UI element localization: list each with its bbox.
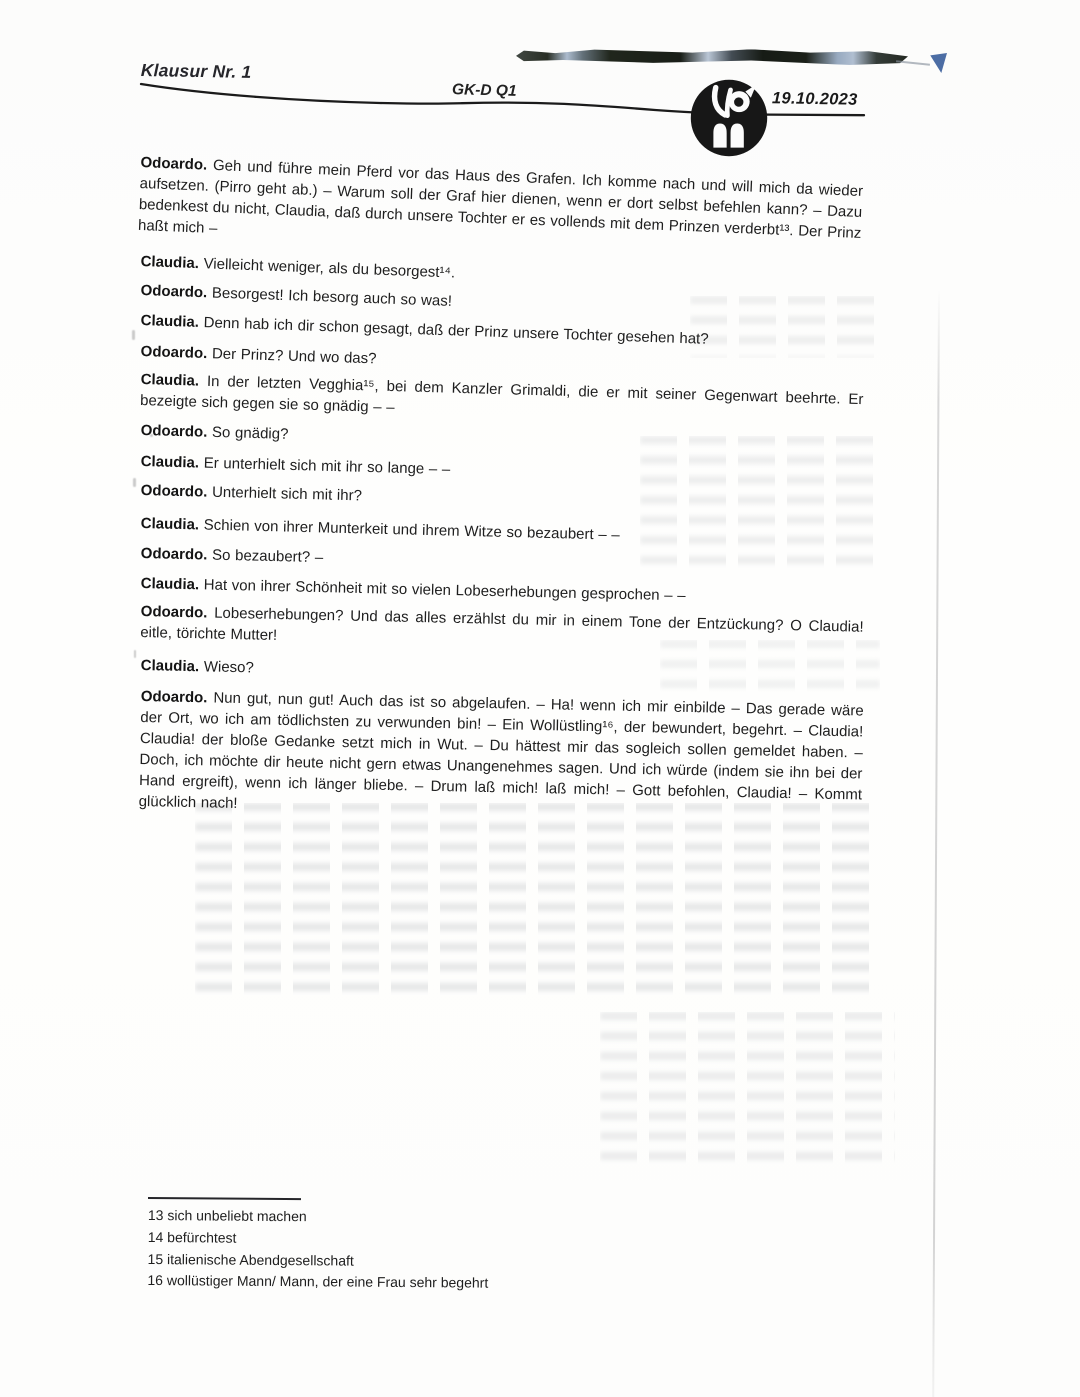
speech-text: Geh und führe mein Pferd vor das Haus des Grafen. Ich komme nach und will mich da wieder aufsetzen. (Pirro geht ab.) – Warum soll der Graf hier dienen, wenn er dort selbst befehlen kann? – Dazu bedenkest du nicht, Claudia, daß durch unsere Tochter er es vollends mit dem Prinzen verderbt¹³. Der Prinz haßt mich – — [137, 156, 864, 242]
speaker-name: Odoardo. — [140, 481, 208, 501]
speaker-name: Claudia. — [140, 370, 200, 390]
speech-text: Denn hab ich dir schon gesagt, daß der Prinz unsere Tochter gesehen hat? — [203, 314, 709, 348]
speaker-name: Claudia. — [140, 514, 200, 534]
speaker-name: Claudia. — [140, 452, 200, 472]
dialogue-line — [138, 686, 863, 826]
exam-title: Klausur Nr. 1 — [140, 60, 252, 82]
scan-speck — [134, 650, 136, 658]
footnote-line: 13 sich unbeliebt machen — [147, 1206, 307, 1225]
speech-text: So bezaubert? – — [211, 546, 324, 567]
dialogue-line — [140, 601, 864, 659]
page-corner-mark — [928, 53, 947, 73]
speaker-name: Odoardo. — [140, 602, 208, 622]
speech-text: Er unterhielt sich mit ihr so lange – – — [203, 454, 451, 479]
footnotes-block — [147, 1205, 708, 1297]
speech-text: Schien von ihrer Munterkeit und ihrem Witze so bezaubert – – — [203, 516, 620, 544]
page-edge-shadow — [932, 290, 940, 1397]
footnote-divider — [148, 1197, 301, 1200]
course-code: GK-D Q1 — [451, 81, 517, 100]
scan-edge-artifact — [516, 48, 908, 66]
scan-speck — [132, 330, 135, 340]
speech-text: Unterhielt sich mit ihr? — [211, 483, 363, 505]
speech-text: Vielleicht weniger, als du besorgest¹⁴. — [203, 255, 456, 282]
speaker-name: Odoardo. — [140, 153, 208, 174]
footnote-line: 14 befürchtest — [147, 1228, 237, 1246]
speech-text: Nun gut, nun gut! Auch das ist so abgelaufen. – Ha! wenn ich mir einbilde – Das gerade wäre der Ort, wo ich am tödlichsten zu verwunden bin! – Ein Wollüstling¹⁶, der bewundert, begehrt. – Claudia! Claudia! der bloße Gedanke setzt mich in Wut. – Du hättest mir das sogleich sollen gemeldet haben. – Doch, ich möchte dir heute nicht gern etwas Unangenehmes sagen. Und ich würde (indem sie ihn bei der Hand ergreift), wenn ich länger bliebe. – Drum laß mich! laß mich! – Gott befohlen, Claudia! – Kommt glücklich nach! — [138, 689, 864, 812]
speaker-name: Claudia. — [140, 311, 200, 331]
speaker-name: Claudia. — [140, 252, 200, 273]
speech-text: Lobeserhebungen? Und das alles erzählst du mir in einem Tone der Entzückung? O Claudia! eitle, törichte Mutter! — [140, 604, 864, 644]
speaker-name: Odoardo. — [140, 281, 208, 302]
speaker-name: Odoardo. — [140, 687, 208, 707]
exam-date: 19.10.2023 — [771, 89, 858, 109]
speech-text: In der letzten Vegghia¹⁵, bei dem Kanzler Grimaldi, die er mit seiner Gegenwart beehrte. Er bezeigte sich gegen sie so gnädig – – — [139, 372, 864, 417]
speaker-name: Claudia. — [140, 574, 200, 594]
speaker-name: Odoardo. — [140, 342, 208, 363]
speech-text: Wieso? — [203, 658, 254, 677]
bleed-through-text — [600, 1012, 895, 1172]
footnote-line: 16 wollüstiger Mann/ Mann, der eine Frau sehr begehrt — [147, 1272, 489, 1292]
scan-speck — [133, 478, 136, 487]
speaker-name: Odoardo. — [140, 421, 208, 441]
speech-text: So gnädig? — [211, 423, 289, 443]
school-logo-icon — [690, 79, 768, 157]
dialogue-line — [138, 152, 864, 265]
speech-text: Der Prinz? Und wo das? — [211, 345, 377, 368]
speaker-name: Odoardo. — [140, 544, 208, 564]
speech-text: Besorgest! Ich besorg auch so was! — [211, 284, 453, 310]
bleed-through-text — [195, 803, 875, 998]
corner-mark-line — [896, 60, 930, 66]
footnote-line: 15 italienische Abendgesellschaft — [147, 1250, 354, 1269]
speaker-name: Claudia. — [140, 656, 200, 676]
speech-text: Hat von ihrer Schönheit mit so vielen Lobeserhebungen gesprochen – – — [203, 576, 686, 605]
